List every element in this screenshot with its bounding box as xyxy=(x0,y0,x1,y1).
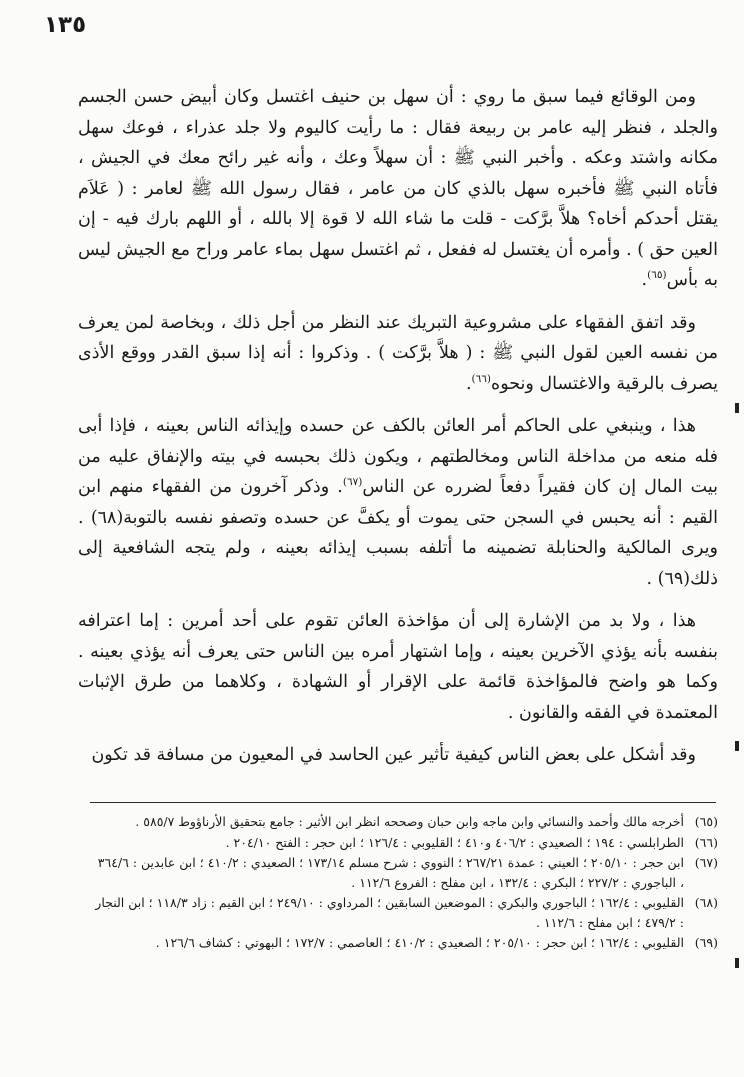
footnote-number: (٦٨) xyxy=(694,895,718,910)
footnote-ref: (٦٥) xyxy=(647,269,667,282)
footnote xyxy=(90,833,718,853)
footnote xyxy=(90,893,718,932)
paragraph-text: هذا ، ولا بد من الإشارة إلى أن مؤاخذة العائن تقوم على أحد أمرين : إما اعترافه بنفسه بأنه يؤذي الآخرين بعينه ، وإما اشتهار أمره بين الناس حتى يعرف أنه يؤذي بعينه . وكما هو واضح فالمؤاخذة قائمة على الإقرار أو الشهادة ، وكلاهما من طرق الإثبات المعتمدة في الفقه والقانون . xyxy=(78,611,718,723)
paragraph xyxy=(78,740,718,771)
footnote xyxy=(90,812,718,832)
paragraph-text: وقد اتفق الفقهاء على مشروعية التبريك عند النظر من أجل ذلك ، وبخاصة لمن يعرف من نفسه العين لقول النبي ﷺ : ( هلاَّ برَّكت ) . وذكروا : أنه إذا سبق القدر ووقع الأذى يصرف بالرقية والاغتسال ونحوه xyxy=(78,312,718,394)
margin-mark xyxy=(735,741,739,751)
body-text xyxy=(78,82,718,771)
footnote-number: (٦٧) xyxy=(694,855,718,870)
footnote-number: (٦٥) xyxy=(694,814,718,829)
footnote-text: الطرابلسي : ١٩٤ ؛ الصعيدي : ٤٠٦/٢ و٤١٠ ؛ القليوبي : ١٢٦/٤ ؛ ابن حجر : الفتح ٢٠٤/١٠ . xyxy=(225,834,684,850)
footnote-text: ابن حجر : ٢٠٥/١٠ ؛ العيني : عمدة ٢٦٧/٢١ ؛ النووي : شرح مسلم ١٧٣/١٤ ؛ الصعيدي : ٤١٠/٢ ؛ ابن عابدين : ٣٦٤/٦ ، الباجوري : ٢٢٧/٢ ؛ البكري : ١٣٢/٤ ، ابن مفلح : الفروع ١١٢/٦ . xyxy=(97,855,684,890)
paragraph-end: . وذكر آخرون من الفقهاء منهم ابن القيم : أنه يحبس في السجن حتى يموت أو يكفَّ عن حسده وتصفو نفسه بالتوبة(٦٨) . ويرى المالكية والحنابلة تضمينه ما أتلفه بسبب إيذائه بعينه ، ولم يتجه الشافعية إلى ذلك(٦٩) . xyxy=(78,477,718,589)
footnote-divider xyxy=(90,802,716,803)
footnotes xyxy=(90,812,718,954)
paragraph xyxy=(78,82,718,296)
paragraph-end: . xyxy=(641,270,648,290)
footnote xyxy=(90,853,718,892)
footnote-text: القليوبي : ١٦٢/٤ ؛ الباجوري والبكري : الموضعين السابقين ؛ المرداوي : ٢٤٩/١٠ ؛ ابن القيم : زاد ١١٨/٣ ؛ ابن النجار : ٤٧٩/٢ ؛ ابن مفلح : ١١٢/٦ . xyxy=(95,895,684,930)
footnote-ref: (٦٧) xyxy=(342,476,363,489)
paragraph-text: هذا ، وينبغي على الحاكم أمر العائن بالكف عن حسده وإيذائه الناس بعينه ، فإذا أبى فله منعه من مداخلة الناس ومخالطتهم ، ويكون ذلك بحبسه في بيته والإنفاق عليه من بيت المال إن كان فقيراً دفعاً لضرره عن الناس xyxy=(78,416,719,497)
footnote-text: القليوبي : ١٦٢/٤ ؛ ابن حجر : ٢٠٥/١٠ ؛ الصعيدي : ٤١٠/٢ ؛ العاصمي : ١٧٢/٧ ؛ البهوتي : كشاف ١٢٦/٦ . xyxy=(155,935,684,950)
page-number: ١٣٥ xyxy=(44,12,87,38)
paragraph xyxy=(78,606,718,728)
margin-mark xyxy=(735,958,739,968)
footnote-text: أخرجه مالك وأحمد والنسائي وابن ماجه وابن حبان وصححه انظر ابن الأثير : جامع بتحقيق الأرناؤوط ٥٨٥/٧ . xyxy=(135,814,684,829)
footnote-number: (٦٦) xyxy=(694,834,718,850)
footnote-ref: (٦٦) xyxy=(471,372,492,385)
footnote xyxy=(90,933,718,953)
paragraph xyxy=(78,411,718,594)
paragraph-text: وقد أشكل على بعض الناس كيفية تأثير عين الحاسد في المعيون من مسافة قد تكون xyxy=(91,745,696,765)
paragraph xyxy=(78,308,718,400)
paragraph-end: . xyxy=(465,373,472,394)
paragraph-text: ومن الوقائع فيما سبق ما روي : أن سهل بن حنيف اغتسل وكان أبيض حسن الجسم والجلد ، فنظر إليه عامر بن ربيعة فقال : ما رأيت كاليوم ولا جلد عذراء ، فوعك سهل مكانه واشتد وعكه . وأخبر النبي ﷺ : أن سهلاً وعك ، وأنه غير رائح معك في الجيش ، فأتاه النبي ﷺ فأخبره سهل بالذي كان من عامر ، فقال رسول الله ﷺ لعامر : ( عَلاَم يقتل أحدكم أخاه؟ هلاَّ برَّكت - قلت ما شاء الله لا قوة إلا بالله ، أو اللهم بارك فيه - إن العين حق ) . وأمره أن يغتسل له ففعل ، ثم اغتسل سهل بماء عامر وراح مع الجيش ليس به بأس xyxy=(78,87,718,290)
footnote-number: (٦٩) xyxy=(694,935,718,950)
margin-mark xyxy=(735,403,739,413)
